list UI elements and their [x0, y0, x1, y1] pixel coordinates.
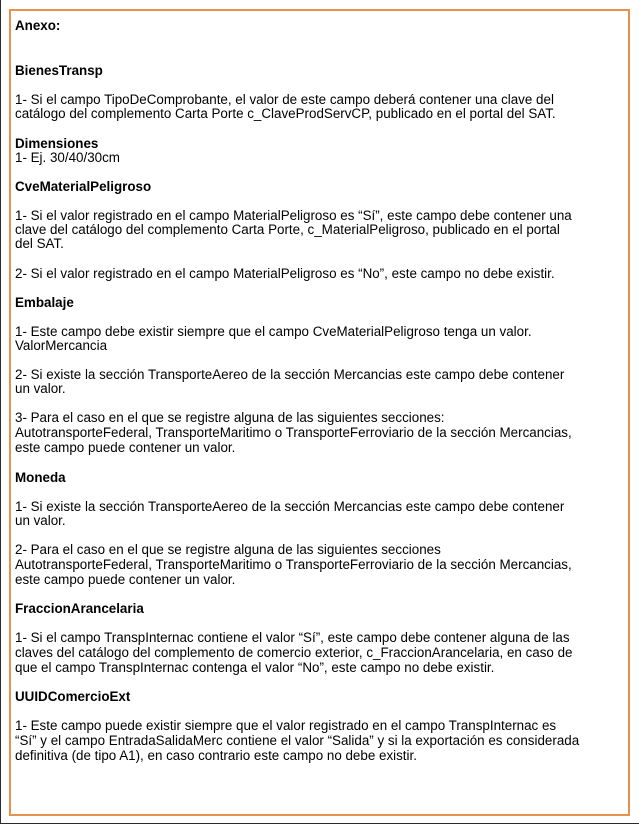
- paragraph-line: 2- Si el valor registrado en el campo MaterialPeligroso es “No”, este campo no debe existir.: [15, 266, 555, 281]
- section-heading-uuidcomercioext: UUIDComercioExt: [15, 689, 131, 704]
- section-heading-dimensiones: Dimensiones: [15, 136, 99, 151]
- paragraph-line: “Sí” y el campo EntradaSalidaMerc contiene el valor “Salida” y si la exportación es considerada: [15, 733, 580, 748]
- annex-title: Anexo:: [15, 18, 61, 33]
- section-heading-cvematerialpeligroso: CveMaterialPeligroso: [15, 179, 152, 194]
- paragraph-line: 1- Si el valor registrado en el campo MaterialPeligroso es “Sí”, este campo debe contener una: [15, 208, 572, 223]
- paragraph-line: 3- Para el caso en el que se registre alguna de las siguientes secciones:: [15, 410, 445, 425]
- paragraph-line: este campo puede contener un valor.: [15, 572, 236, 587]
- paragraph-line: claves del catálogo del complemento de comercio exterior, c_FraccionArancelaria, en caso de: [15, 645, 573, 660]
- section-heading-fraccionarancelaria: FraccionArancelaria: [15, 601, 144, 616]
- paragraph-line: 2- Si existe la sección TransporteAereo de la sección Mercancias este campo debe contener: [15, 367, 565, 382]
- paragraph-line: un valor.: [15, 381, 66, 396]
- section-heading-embalaje: Embalaje: [15, 295, 74, 310]
- paragraph-line: 2- Para el caso en el que se registre alguna de las siguientes secciones: [15, 542, 441, 557]
- paragraph-line: del SAT.: [15, 236, 64, 251]
- paragraph-line: un valor.: [15, 513, 66, 528]
- paragraph-line: 1- Este campo debe existir siempre que el campo CveMaterialPeligroso tenga un valor.: [15, 324, 532, 339]
- paragraph-line: definitiva (de tipo A1), en caso contrario este campo no debe existir.: [15, 748, 417, 763]
- paragraph-line: 1- Si el campo TipoDeComprobante, el valor de este campo deberá contener una clave del: [15, 92, 554, 107]
- paragraph-line: 1- Ej. 30/40/30cm: [15, 150, 120, 165]
- paragraph-line: este campo puede contener un valor.: [15, 440, 236, 455]
- annex-box: [9, 9, 630, 816]
- section-heading-bienestransp: BienesTransp: [15, 63, 103, 78]
- paragraph-line: clave del catálogo del complemento Carta Porte, c_MaterialPeligroso, publicado en el portal: [15, 222, 560, 237]
- paragraph-line: ValorMercancia: [15, 338, 108, 353]
- paragraph-line: 1- Si el campo TranspInternac contiene el valor “Sí”, este campo debe contener alguna de las: [15, 630, 570, 645]
- paragraph-line: 1- Si existe la sección TransporteAereo de la sección Mercancias este campo debe contener: [15, 499, 565, 514]
- section-heading-moneda: Moneda: [15, 470, 66, 485]
- paragraph-line: AutotransporteFederal, TransporteMaritimo o TransporteFerroviario de la sección Mercancias,: [15, 425, 572, 440]
- paragraph-line: catálogo del complemento Carta Porte c_ClaveProdServCP, publicado en el portal del SAT.: [15, 106, 556, 121]
- paragraph-line: que el campo TranspInternac contenga el valor “No”, este campo no debe existir.: [15, 660, 495, 675]
- paragraph-line: AutotransporteFederal, TransporteMaritimo o TransporteFerroviario de la sección Mercancias,: [15, 557, 572, 572]
- paragraph-line: 1- Este campo puede existir siempre que el valor registrado en el campo TranspInternac es: [15, 718, 557, 733]
